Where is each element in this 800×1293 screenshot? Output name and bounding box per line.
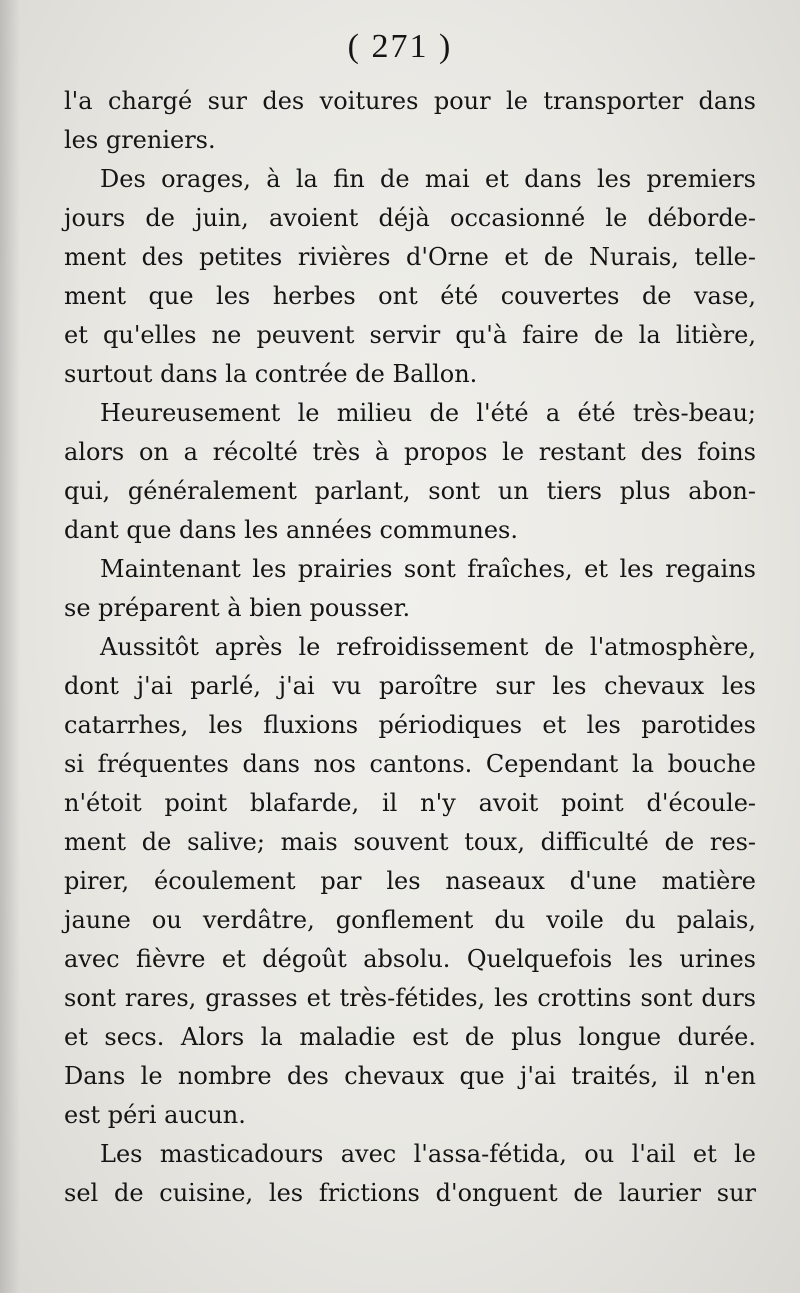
- text-line: sont rares, grasses et très-fétides, les crottins sont durs: [64, 984, 756, 1012]
- text-line: et secs. Alors la maladie est de plus longue durée.: [64, 1023, 756, 1051]
- paragraph: [64, 82, 756, 160]
- text-line: jaune ou verdâtre, gonflement du voile du palais,: [64, 906, 756, 934]
- text-line: si fréquentes dans nos cantons. Cependant la bouche: [64, 750, 756, 778]
- page-number: ( 271 ): [347, 28, 453, 65]
- text-line: ment des petites rivières d'Orne et de Nurais, telle-: [64, 243, 756, 271]
- text-line: avec fièvre et dégoût absolu. Quelquefois les urines: [64, 945, 756, 973]
- text-line: n'étoit point blafarde, il n'y avoit point d'écoule-: [64, 789, 756, 817]
- paragraph: [64, 160, 756, 394]
- text-line: ment de salive; mais souvent toux, difficulté de res-: [64, 828, 756, 856]
- text-line: l'a chargé sur des voitures pour le transporter dans: [64, 87, 756, 115]
- text-line: dont j'ai parlé, j'ai vu paroître sur les chevaux les: [64, 672, 756, 700]
- text-line: pirer, écoulement par les naseaux d'une matière: [64, 867, 756, 895]
- paragraph: [64, 394, 756, 550]
- text-line: Heureusement le milieu de l'été a été très-beau;: [100, 399, 756, 427]
- text-line: Les masticadours avec l'assa-fétida, ou l'ail et le: [100, 1140, 756, 1168]
- text-line: se préparent à bien pousser.: [64, 594, 411, 622]
- text-line: et qu'elles ne peuvent servir qu'à faire de la litière,: [64, 321, 756, 349]
- text-line: alors on a récolté très à propos le restant des foins: [64, 438, 756, 466]
- paragraph: [64, 1135, 756, 1213]
- text-line: est péri aucun.: [64, 1101, 246, 1129]
- text-line: jours de juin, avoient déjà occasionné le déborde-: [64, 204, 756, 232]
- text-line: surtout dans la contrée de Ballon.: [64, 360, 478, 388]
- body-text: [64, 82, 756, 1213]
- text-line: qui, généralement parlant, sont un tiers plus abon-: [64, 477, 756, 505]
- text-line: sel de cuisine, les frictions d'onguent de laurier sur: [64, 1179, 756, 1207]
- text-line: Maintenant les prairies sont fraîches, et les regains: [100, 555, 756, 583]
- text-line: Des orages, à la fin de mai et dans les premiers: [100, 165, 756, 193]
- text-line: Aussitôt après le refroidissement de l'atmosphère,: [100, 633, 756, 661]
- paragraph: [64, 550, 756, 628]
- text-line: Dans le nombre des chevaux que j'ai traités, il n'en: [64, 1062, 756, 1090]
- paragraph: [64, 628, 756, 1135]
- text-line: les greniers.: [64, 126, 216, 154]
- text-line: ment que les herbes ont été couvertes de vase,: [64, 282, 756, 310]
- text-line: catarrhes, les fluxions périodiques et les parotides: [64, 711, 756, 739]
- text-line: dant que dans les années communes.: [64, 516, 518, 544]
